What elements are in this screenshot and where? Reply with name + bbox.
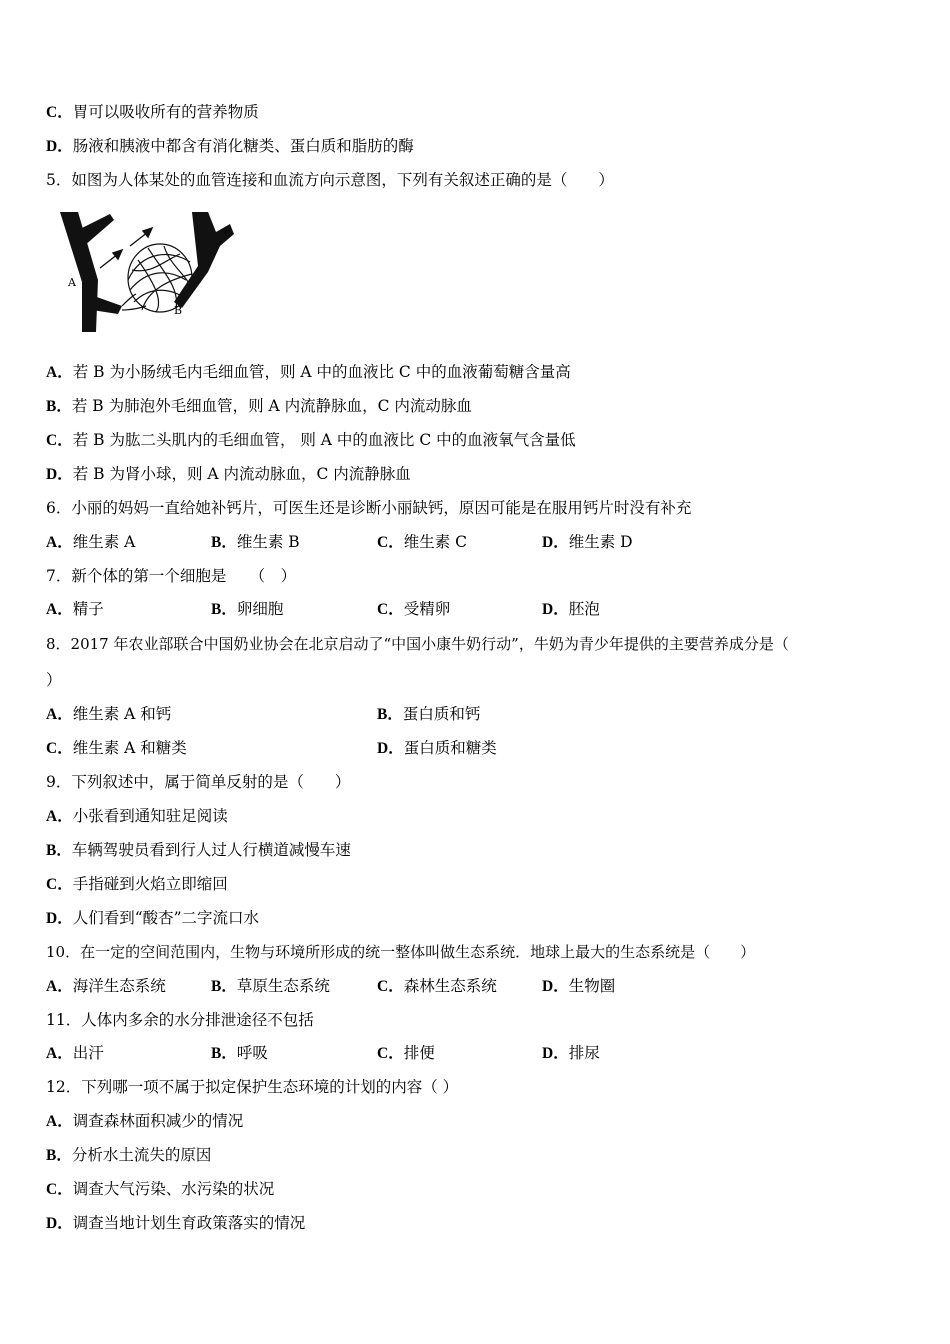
q6-option-a: A．维生素 A xyxy=(46,533,136,551)
label-c: c xyxy=(224,226,231,239)
q9-option-c: C．手指碰到火焰立即缩回 xyxy=(46,875,228,893)
q7-option-b: B．卵细胞 xyxy=(211,600,284,618)
q10-stem: 10．在一定的空间范围内，生物与环境所形成的统一整体叫做生态系统．地球上最大的生态系统是（ ） xyxy=(46,943,756,961)
q5-stem: 5．如图为人体某处的血管连接和血流方向示意图，下列有关叙述正确的是（ ） xyxy=(46,171,614,189)
q11-option-c: C．排便 xyxy=(377,1044,435,1062)
q11-stem: 11．人体内多余的水分排泄途径不包括 xyxy=(46,1011,314,1029)
q4-option-c: C．胃可以吸收所有的营养物质 xyxy=(46,103,259,121)
q10-option-d: D．生物圈 xyxy=(542,977,616,995)
q8-option-d: D．蛋白质和糖类 xyxy=(377,739,497,757)
q12-stem: 12．下列哪一项不属于拟定保护生态环境的计划的内容（ ） xyxy=(46,1078,459,1096)
q8-option-c: C．维生素 A 和糖类 xyxy=(46,739,187,757)
q5-option-a: A．若 B 为小肠绒毛内毛细血管，则 A 中的血液比 C 中的血液葡萄糖含量高 xyxy=(46,363,571,381)
q9-option-d: D．人们看到“酸杏”二字流口水 xyxy=(46,909,260,927)
vessel-a-branch xyxy=(78,214,114,246)
q6-option-c: C．维生素 C xyxy=(377,533,467,551)
label-a: A xyxy=(68,276,76,289)
q6-option-b: B．维生素 B xyxy=(211,533,300,551)
q11-option-a: A．出汗 xyxy=(46,1044,104,1062)
q10-option-b: B．草原生态系统 xyxy=(211,977,330,995)
q7-option-c: C．受精卵 xyxy=(377,600,451,618)
q9-option-b: B．车辆驾驶员看到行人过人行横道减慢车速 xyxy=(46,841,351,859)
q12-option-b: B．分析水土流失的原因 xyxy=(46,1146,212,1164)
q7-stem: 7．新个体的第一个细胞是 （ ） xyxy=(46,567,297,585)
q5-option-d: D．若 B 为肾小球，则 A 内流动脉血，C 内流静脉血 xyxy=(46,465,411,483)
q8-option-a: A．维生素 A 和钙 xyxy=(46,705,172,723)
q12-option-a: A．调查森林面积减少的情况 xyxy=(46,1112,244,1130)
q5-option-c: C．若 B 为肱二头肌内的毛细血管， 则 A 中的血液比 C 中的血液氧气含量低 xyxy=(46,431,576,449)
q6-stem: 6．小丽的妈妈一直给她补钙片，可医生还是诊断小丽缺钙，原因可能是在服用钙片时没有补充 xyxy=(46,499,692,517)
q8-stem-cont: ） xyxy=(46,671,62,689)
blood-vessel-diagram xyxy=(52,210,238,336)
q12-option-c: C．调查大气污染、水污染的状况 xyxy=(46,1180,275,1198)
q11-option-d: D．排尿 xyxy=(542,1044,600,1062)
q6-option-d: D．维生素 D xyxy=(542,533,633,551)
q10-option-a: A．海洋生态系统 xyxy=(46,977,166,995)
label-b: B xyxy=(174,304,183,317)
q12-option-d: D．调查当地计划生育政策落实的情况 xyxy=(46,1214,306,1232)
q4-option-d: D．肠液和胰液中都含有消化糖类、蛋白质和脂肪的酶 xyxy=(46,137,414,155)
q5-option-b: B．若 B 为肺泡外毛细血管，则 A 内流静脉血，C 内流动脉血 xyxy=(46,397,472,415)
q9-option-a: A．小张看到通知驻足阅读 xyxy=(46,807,228,825)
q7-option-d: D．胚泡 xyxy=(542,600,600,618)
q8-option-b: B．蛋白质和钙 xyxy=(377,705,481,723)
q8-stem: 8．2017 年农业部联合中国奶业协会在北京启动了“中国小康牛奶行动”，牛奶为青少年提供的主要营养成分是（ xyxy=(46,635,789,653)
q7-option-a: A．精子 xyxy=(46,600,104,618)
q11-option-b: B．呼吸 xyxy=(211,1044,268,1062)
q9-stem: 9．下列叙述中，属于简单反射的是（ ） xyxy=(46,773,351,791)
q10-option-c: C．森林生态系统 xyxy=(377,977,497,995)
